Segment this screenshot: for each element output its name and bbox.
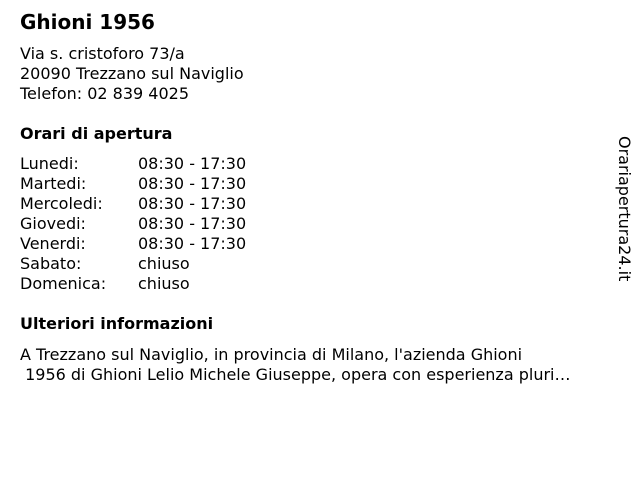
hours-time-value: 08:30 - 17:30 xyxy=(138,174,247,193)
hours-time-value: chiuso xyxy=(138,274,190,293)
hours-row-thursday xyxy=(20,214,320,234)
business-name: Ghioni 1956 xyxy=(20,10,155,34)
hours-row-saturday xyxy=(20,254,320,274)
hours-day-label: Martedi: xyxy=(20,174,87,193)
hours-day-label: Mercoledi: xyxy=(20,194,103,213)
hours-row-monday xyxy=(20,154,320,174)
phone-number: Telefon: 02 839 4025 xyxy=(20,84,190,103)
hours-heading: Orari di apertura xyxy=(20,124,173,143)
address-block xyxy=(20,44,244,104)
info-line: A Trezzano sul Naviglio, in provincia di Milano, l'azienda Ghioni xyxy=(20,345,523,364)
hours-day-label: Venerdi: xyxy=(20,234,86,253)
brand-site-name: Orariapertura24.it xyxy=(615,136,634,282)
hours-row-friday xyxy=(20,234,320,254)
info-line: 1956 di Ghioni Lelio Michele Giuseppe, opera con esperienza pluri… xyxy=(20,365,571,384)
info-heading: Ulteriori informazioni xyxy=(20,314,214,333)
address-street: Via s. cristoforo 73/a xyxy=(20,44,185,63)
hours-day-label: Giovedi: xyxy=(20,214,86,233)
hours-row-wednesday xyxy=(20,194,320,214)
hours-row-sunday xyxy=(20,274,320,294)
hours-time-value: 08:30 - 17:30 xyxy=(138,194,247,213)
brand-watermark xyxy=(612,136,636,308)
address-city: 20090 Trezzano sul Naviglio xyxy=(20,64,244,83)
hours-time-value: chiuso xyxy=(138,254,190,273)
hours-time-value: 08:30 - 17:30 xyxy=(138,234,247,253)
hours-time-value: 08:30 - 17:30 xyxy=(138,154,247,173)
hours-day-label: Domenica: xyxy=(20,274,107,293)
hours-table xyxy=(20,154,320,294)
info-text xyxy=(20,345,620,385)
hours-time-value: 08:30 - 17:30 xyxy=(138,214,247,233)
hours-day-label: Sabato: xyxy=(20,254,82,273)
hours-row-tuesday xyxy=(20,174,320,194)
hours-day-label: Lunedi: xyxy=(20,154,79,173)
